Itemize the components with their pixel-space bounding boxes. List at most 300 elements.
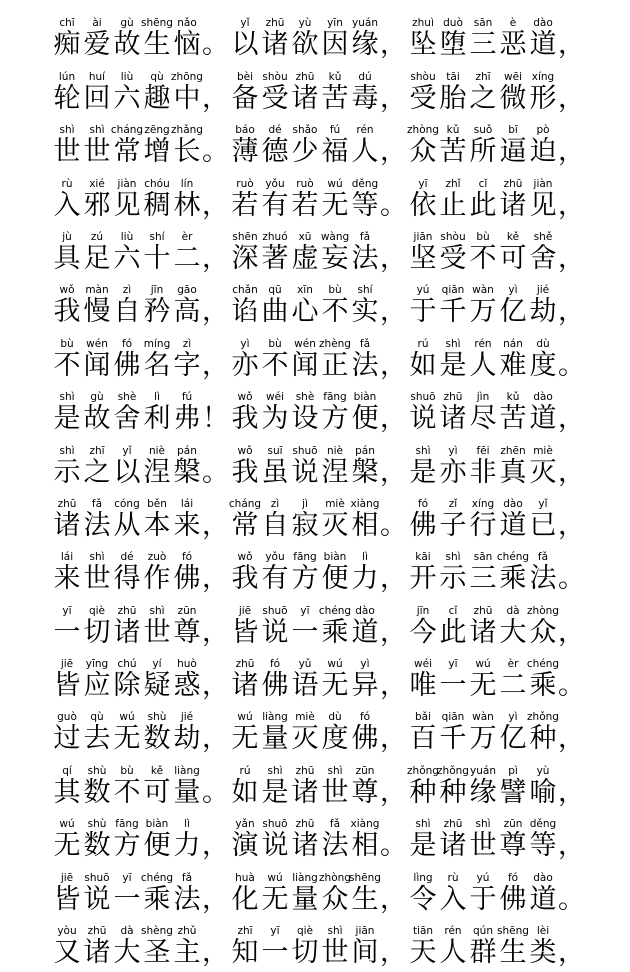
character-unit	[82, 338, 112, 382]
hanzi: 诸	[113, 616, 141, 648]
character-unit	[82, 605, 112, 649]
character-unit	[408, 71, 438, 115]
hanzi: 应	[83, 670, 111, 702]
character-unit	[230, 872, 260, 916]
punctuation: ，	[558, 723, 585, 755]
pinyin: shì	[475, 818, 491, 831]
character-unit	[320, 178, 350, 222]
character-unit	[52, 925, 82, 969]
character-unit	[438, 818, 468, 862]
verse-clause	[230, 17, 408, 61]
pinyin: wàn	[472, 284, 494, 297]
hanzi: 此	[469, 189, 497, 221]
pinyin: zhǎng	[171, 124, 203, 137]
hanzi: 三	[469, 29, 497, 61]
hanzi: 道	[529, 29, 557, 61]
hanzi: 除	[113, 670, 141, 702]
hanzi: 无	[113, 723, 141, 755]
verse-clause	[408, 872, 586, 916]
hanzi: 群	[469, 937, 497, 969]
character-unit	[498, 551, 528, 595]
pinyin: wú	[237, 711, 253, 724]
pinyin: míng	[143, 337, 171, 350]
hanzi: 疑	[143, 670, 171, 702]
character-unit	[528, 338, 558, 382]
punctuation: ，	[558, 189, 585, 221]
verse-line	[0, 115, 630, 168]
character-unit	[260, 498, 290, 542]
pinyin: shì	[445, 551, 461, 564]
character-unit	[290, 498, 320, 542]
hanzi: 诸	[291, 82, 319, 114]
pinyin: biàn	[353, 391, 377, 404]
verse-line	[0, 916, 630, 969]
hanzi: 字	[173, 349, 201, 381]
character-unit	[498, 765, 528, 809]
pinyin: rén	[356, 124, 374, 137]
character-unit	[320, 17, 350, 61]
pinyin: pán	[355, 444, 375, 457]
hanzi: 种	[529, 723, 557, 755]
character-unit	[408, 178, 438, 222]
hanzi: 具	[53, 242, 81, 274]
pinyin: xū	[298, 230, 312, 243]
pinyin: shù	[87, 818, 107, 831]
pinyin: fó	[181, 551, 193, 564]
pinyin: bù	[476, 230, 490, 243]
pinyin: zhū	[87, 925, 107, 938]
pinyin: yì	[240, 337, 250, 350]
verse-clause	[230, 284, 408, 328]
hanzi: 著	[261, 242, 289, 274]
character-unit	[230, 231, 260, 275]
pinyin: kǔ	[506, 391, 520, 404]
character-unit	[290, 124, 320, 168]
character-unit	[260, 551, 290, 595]
pinyin: ruò	[296, 177, 314, 190]
pinyin: dé	[120, 551, 134, 564]
pinyin: dà	[506, 604, 520, 617]
hanzi: 邪	[83, 189, 111, 221]
character-unit	[260, 818, 290, 862]
character-unit	[408, 711, 438, 755]
character-unit	[82, 124, 112, 168]
character-unit	[172, 551, 202, 595]
hanzi: 众	[529, 616, 557, 648]
pinyin: yǐ	[122, 444, 132, 457]
hanzi: 不	[53, 349, 81, 381]
pinyin: shuō	[84, 871, 110, 884]
character-unit	[172, 231, 202, 275]
verse-clause	[408, 124, 586, 168]
hanzi: 等	[529, 830, 557, 862]
pinyin: zhèng	[319, 337, 351, 350]
character-unit	[408, 765, 438, 809]
hanzi: 数	[83, 776, 111, 808]
character-unit	[230, 445, 260, 489]
punctuation: ，	[558, 136, 585, 168]
hanzi: 大	[113, 937, 141, 969]
character-unit	[350, 17, 380, 61]
character-unit	[112, 658, 142, 702]
hanzi: 见	[529, 189, 557, 221]
hanzi: 痴	[53, 29, 81, 61]
verse-line	[0, 328, 630, 381]
character-unit	[438, 178, 468, 222]
hanzi: 方	[291, 563, 319, 595]
punctuation: ，	[558, 403, 585, 435]
character-unit	[350, 231, 380, 275]
punctuation: 。	[202, 136, 229, 168]
pinyin: fǎ	[537, 551, 549, 564]
verse-clause	[230, 872, 408, 916]
pinyin: biàn	[323, 551, 347, 564]
hanzi: 苦	[321, 82, 349, 114]
hanzi: 诸	[499, 189, 527, 221]
character-unit	[468, 551, 498, 595]
hanzi: 足	[83, 242, 111, 274]
pinyin: shù	[147, 711, 167, 724]
hanzi: 来	[53, 563, 81, 595]
pinyin: jìn	[476, 391, 490, 404]
character-unit	[172, 284, 202, 328]
hanzi: 微	[499, 82, 527, 114]
pinyin: zhòng	[407, 124, 439, 137]
hanzi: 无	[469, 670, 497, 702]
character-unit	[172, 818, 202, 862]
pinyin: shè	[117, 391, 137, 404]
verse-clause	[52, 284, 230, 328]
hanzi: 天	[409, 937, 437, 969]
punctuation: 。	[380, 830, 407, 862]
character-unit	[468, 445, 498, 489]
character-unit	[112, 498, 142, 542]
character-unit	[82, 658, 112, 702]
pinyin: yí	[152, 658, 162, 671]
pinyin: děng	[351, 177, 379, 190]
character-unit	[320, 872, 350, 916]
hanzi: 我	[231, 456, 259, 488]
hanzi: 尽	[469, 403, 497, 435]
punctuation: ，	[202, 82, 229, 114]
punctuation: ，	[558, 616, 585, 648]
character-unit	[230, 391, 260, 435]
pinyin: zì	[270, 497, 280, 510]
pinyin: shì	[59, 124, 75, 137]
pinyin: zì	[122, 284, 132, 297]
pinyin: xíng	[531, 70, 555, 83]
character-unit	[82, 498, 112, 542]
pinyin: èr	[181, 230, 193, 243]
verse-clause	[408, 17, 586, 61]
hanzi: 诸	[83, 937, 111, 969]
hanzi: 间	[351, 937, 379, 969]
hanzi: 人	[469, 349, 497, 381]
character-unit	[142, 124, 172, 168]
punctuation: ，	[380, 349, 407, 381]
pinyin: fǎ	[359, 230, 371, 243]
character-unit	[438, 17, 468, 61]
hanzi: 毒	[351, 82, 379, 114]
pinyin: lèi	[536, 925, 550, 938]
pinyin: zūn	[503, 818, 523, 831]
hanzi: 故	[113, 29, 141, 61]
hanzi: 世	[53, 136, 81, 168]
pinyin: pì	[508, 764, 518, 777]
pinyin: yī	[122, 871, 132, 884]
pinyin: jiē	[238, 604, 252, 617]
pinyin: fó	[417, 497, 429, 510]
hanzi: 入	[439, 883, 467, 915]
character-unit	[290, 765, 320, 809]
character-unit	[260, 711, 290, 755]
hanzi: 坠	[409, 29, 437, 61]
pinyin: yī	[270, 925, 280, 938]
pinyin: yǎn	[235, 818, 255, 831]
character-unit	[112, 124, 142, 168]
character-unit	[320, 231, 350, 275]
hanzi: 一	[261, 937, 289, 969]
hanzi: 其	[53, 776, 81, 808]
character-unit	[142, 284, 172, 328]
hanzi: 所	[469, 136, 497, 168]
hanzi: 亦	[439, 456, 467, 488]
character-unit	[290, 551, 320, 595]
hanzi: 槃	[351, 456, 379, 488]
verse-clause	[408, 818, 586, 862]
verse-clause	[52, 445, 230, 489]
hanzi: 说	[409, 403, 437, 435]
character-unit	[468, 765, 498, 809]
verse-clause	[52, 872, 230, 916]
character-unit	[320, 765, 350, 809]
punctuation: ，	[202, 242, 229, 274]
character-unit	[52, 284, 82, 328]
hanzi: 无	[231, 723, 259, 755]
character-unit	[52, 124, 82, 168]
hanzi: 长	[173, 136, 201, 168]
pinyin: huò	[177, 658, 197, 671]
pinyin: pò	[536, 124, 550, 137]
hanzi: 万	[469, 296, 497, 328]
hanzi: 灭	[529, 456, 557, 488]
character-unit	[408, 17, 438, 61]
pinyin: yǐ	[240, 17, 250, 30]
character-unit	[82, 445, 112, 489]
hanzi: 尊	[173, 616, 201, 648]
punctuation: ，	[380, 883, 407, 915]
character-unit	[172, 338, 202, 382]
pinyin: shòu	[440, 230, 466, 243]
hanzi: 自	[261, 509, 289, 541]
pinyin: bù	[328, 284, 342, 297]
hanzi: 三	[469, 563, 497, 595]
hanzi: 法	[83, 509, 111, 541]
hanzi: 人	[439, 937, 467, 969]
character-unit	[172, 711, 202, 755]
punctuation: 。	[202, 776, 229, 808]
pinyin: zhuì	[412, 17, 434, 30]
pinyin: jiān	[413, 230, 433, 243]
pinyin: jiān	[355, 925, 375, 938]
pinyin: cóng	[114, 497, 140, 510]
pinyin: fó	[359, 711, 371, 724]
punctuation: ，	[202, 883, 229, 915]
verse-clause	[230, 498, 408, 542]
punctuation: ，	[558, 509, 585, 541]
hanzi: 闻	[83, 349, 111, 381]
character-unit	[82, 925, 112, 969]
punctuation: ，	[202, 937, 229, 969]
pinyin: děng	[529, 818, 557, 831]
character-unit	[142, 17, 172, 61]
character-unit	[528, 231, 558, 275]
verse-line	[0, 61, 630, 114]
pinyin: zhēn	[500, 444, 526, 457]
pinyin: qiè	[296, 925, 314, 938]
hanzi: 利	[143, 403, 171, 435]
hanzi: 示	[53, 456, 81, 488]
hanzi: 不	[261, 349, 289, 381]
character-unit	[290, 178, 320, 222]
pinyin: huà	[235, 871, 255, 884]
pinyin: yǔ	[298, 658, 312, 671]
character-unit	[172, 17, 202, 61]
pinyin: wú	[327, 177, 343, 190]
pinyin: kǔ	[446, 124, 460, 137]
character-unit	[498, 178, 528, 222]
verse-clause	[230, 818, 408, 862]
verse-clause	[408, 658, 586, 702]
hanzi: 是	[409, 830, 437, 862]
punctuation: ，	[202, 723, 229, 755]
punctuation: ，	[380, 937, 407, 969]
hanzi: 唯	[409, 670, 437, 702]
character-unit	[528, 178, 558, 222]
pinyin: fó	[507, 871, 519, 884]
hanzi: 演	[231, 830, 259, 862]
hanzi: 去	[83, 723, 111, 755]
hanzi: 止	[439, 189, 467, 221]
pinyin: chéng	[140, 871, 174, 884]
character-unit	[438, 605, 468, 649]
hanzi: 福	[321, 136, 349, 168]
hanzi: 之	[469, 82, 497, 114]
pinyin: zēng	[144, 124, 170, 137]
pinyin: yī	[62, 604, 72, 617]
pinyin: fēi	[476, 444, 490, 457]
hanzi: 若	[231, 189, 259, 221]
pinyin: tiān	[412, 925, 434, 938]
hanzi: 亿	[499, 723, 527, 755]
character-unit	[408, 445, 438, 489]
pinyin: huí	[88, 70, 106, 83]
character-unit	[350, 71, 380, 115]
character-unit	[230, 658, 260, 702]
character-unit	[498, 284, 528, 328]
character-unit	[408, 658, 438, 702]
pinyin: fó	[121, 337, 133, 350]
character-unit	[290, 391, 320, 435]
hanzi: 说	[261, 616, 289, 648]
hanzi: 虚	[291, 242, 319, 274]
pinyin: fāng	[293, 551, 317, 564]
punctuation: 。	[380, 509, 407, 541]
hanzi: 二	[173, 242, 201, 274]
hanzi: 度	[321, 723, 349, 755]
character-unit	[408, 605, 438, 649]
character-unit	[320, 71, 350, 115]
pinyin: shēng	[141, 17, 173, 30]
character-unit	[498, 445, 528, 489]
verse-line	[0, 755, 630, 808]
pinyin: kě	[150, 764, 164, 777]
hanzi: 种	[439, 776, 467, 808]
hanzi: 譬	[499, 776, 527, 808]
pinyin: shù	[87, 764, 107, 777]
hanzi: 众	[409, 136, 437, 168]
pinyin: wēi	[504, 70, 522, 83]
pinyin: cǐ	[478, 177, 488, 190]
hanzi: 道	[499, 509, 527, 541]
character-unit	[320, 551, 350, 595]
punctuation: ，	[558, 82, 585, 114]
character-unit	[142, 498, 172, 542]
pinyin: zǐ	[448, 497, 458, 510]
pinyin: bī	[508, 124, 518, 137]
character-unit	[230, 925, 260, 969]
hanzi: 诸	[291, 776, 319, 808]
hanzi: 诸	[231, 670, 259, 702]
hanzi: 方	[113, 830, 141, 862]
pinyin: miè	[533, 444, 553, 457]
character-unit	[528, 284, 558, 328]
verse-clause	[408, 711, 586, 755]
character-unit	[142, 178, 172, 222]
character-unit	[468, 925, 498, 969]
hanzi: 方	[321, 403, 349, 435]
character-unit	[468, 605, 498, 649]
character-unit	[468, 498, 498, 542]
pinyin: shòu	[262, 70, 288, 83]
verse-clause	[52, 765, 230, 809]
pinyin: fǎ	[91, 497, 103, 510]
character-unit	[320, 925, 350, 969]
character-unit	[498, 872, 528, 916]
character-unit	[438, 658, 468, 702]
character-unit	[468, 231, 498, 275]
verse-clause	[408, 605, 586, 649]
hanzi: 诸	[261, 29, 289, 61]
pinyin: chéng	[496, 551, 530, 564]
hanzi: 种	[409, 776, 437, 808]
pinyin: è	[509, 17, 517, 30]
character-unit	[468, 178, 498, 222]
pinyin: lìng	[413, 871, 433, 884]
character-unit	[498, 711, 528, 755]
character-unit	[408, 925, 438, 969]
character-unit	[52, 445, 82, 489]
pinyin: cháng	[110, 124, 144, 137]
hanzi: 我	[53, 296, 81, 328]
hanzi: 少	[291, 136, 319, 168]
hanzi: 难	[499, 349, 527, 381]
pinyin: lì	[154, 391, 160, 404]
verse-clause	[408, 71, 586, 115]
hanzi: 备	[231, 82, 259, 114]
hanzi: 受	[439, 242, 467, 274]
hanzi: 名	[143, 349, 171, 381]
